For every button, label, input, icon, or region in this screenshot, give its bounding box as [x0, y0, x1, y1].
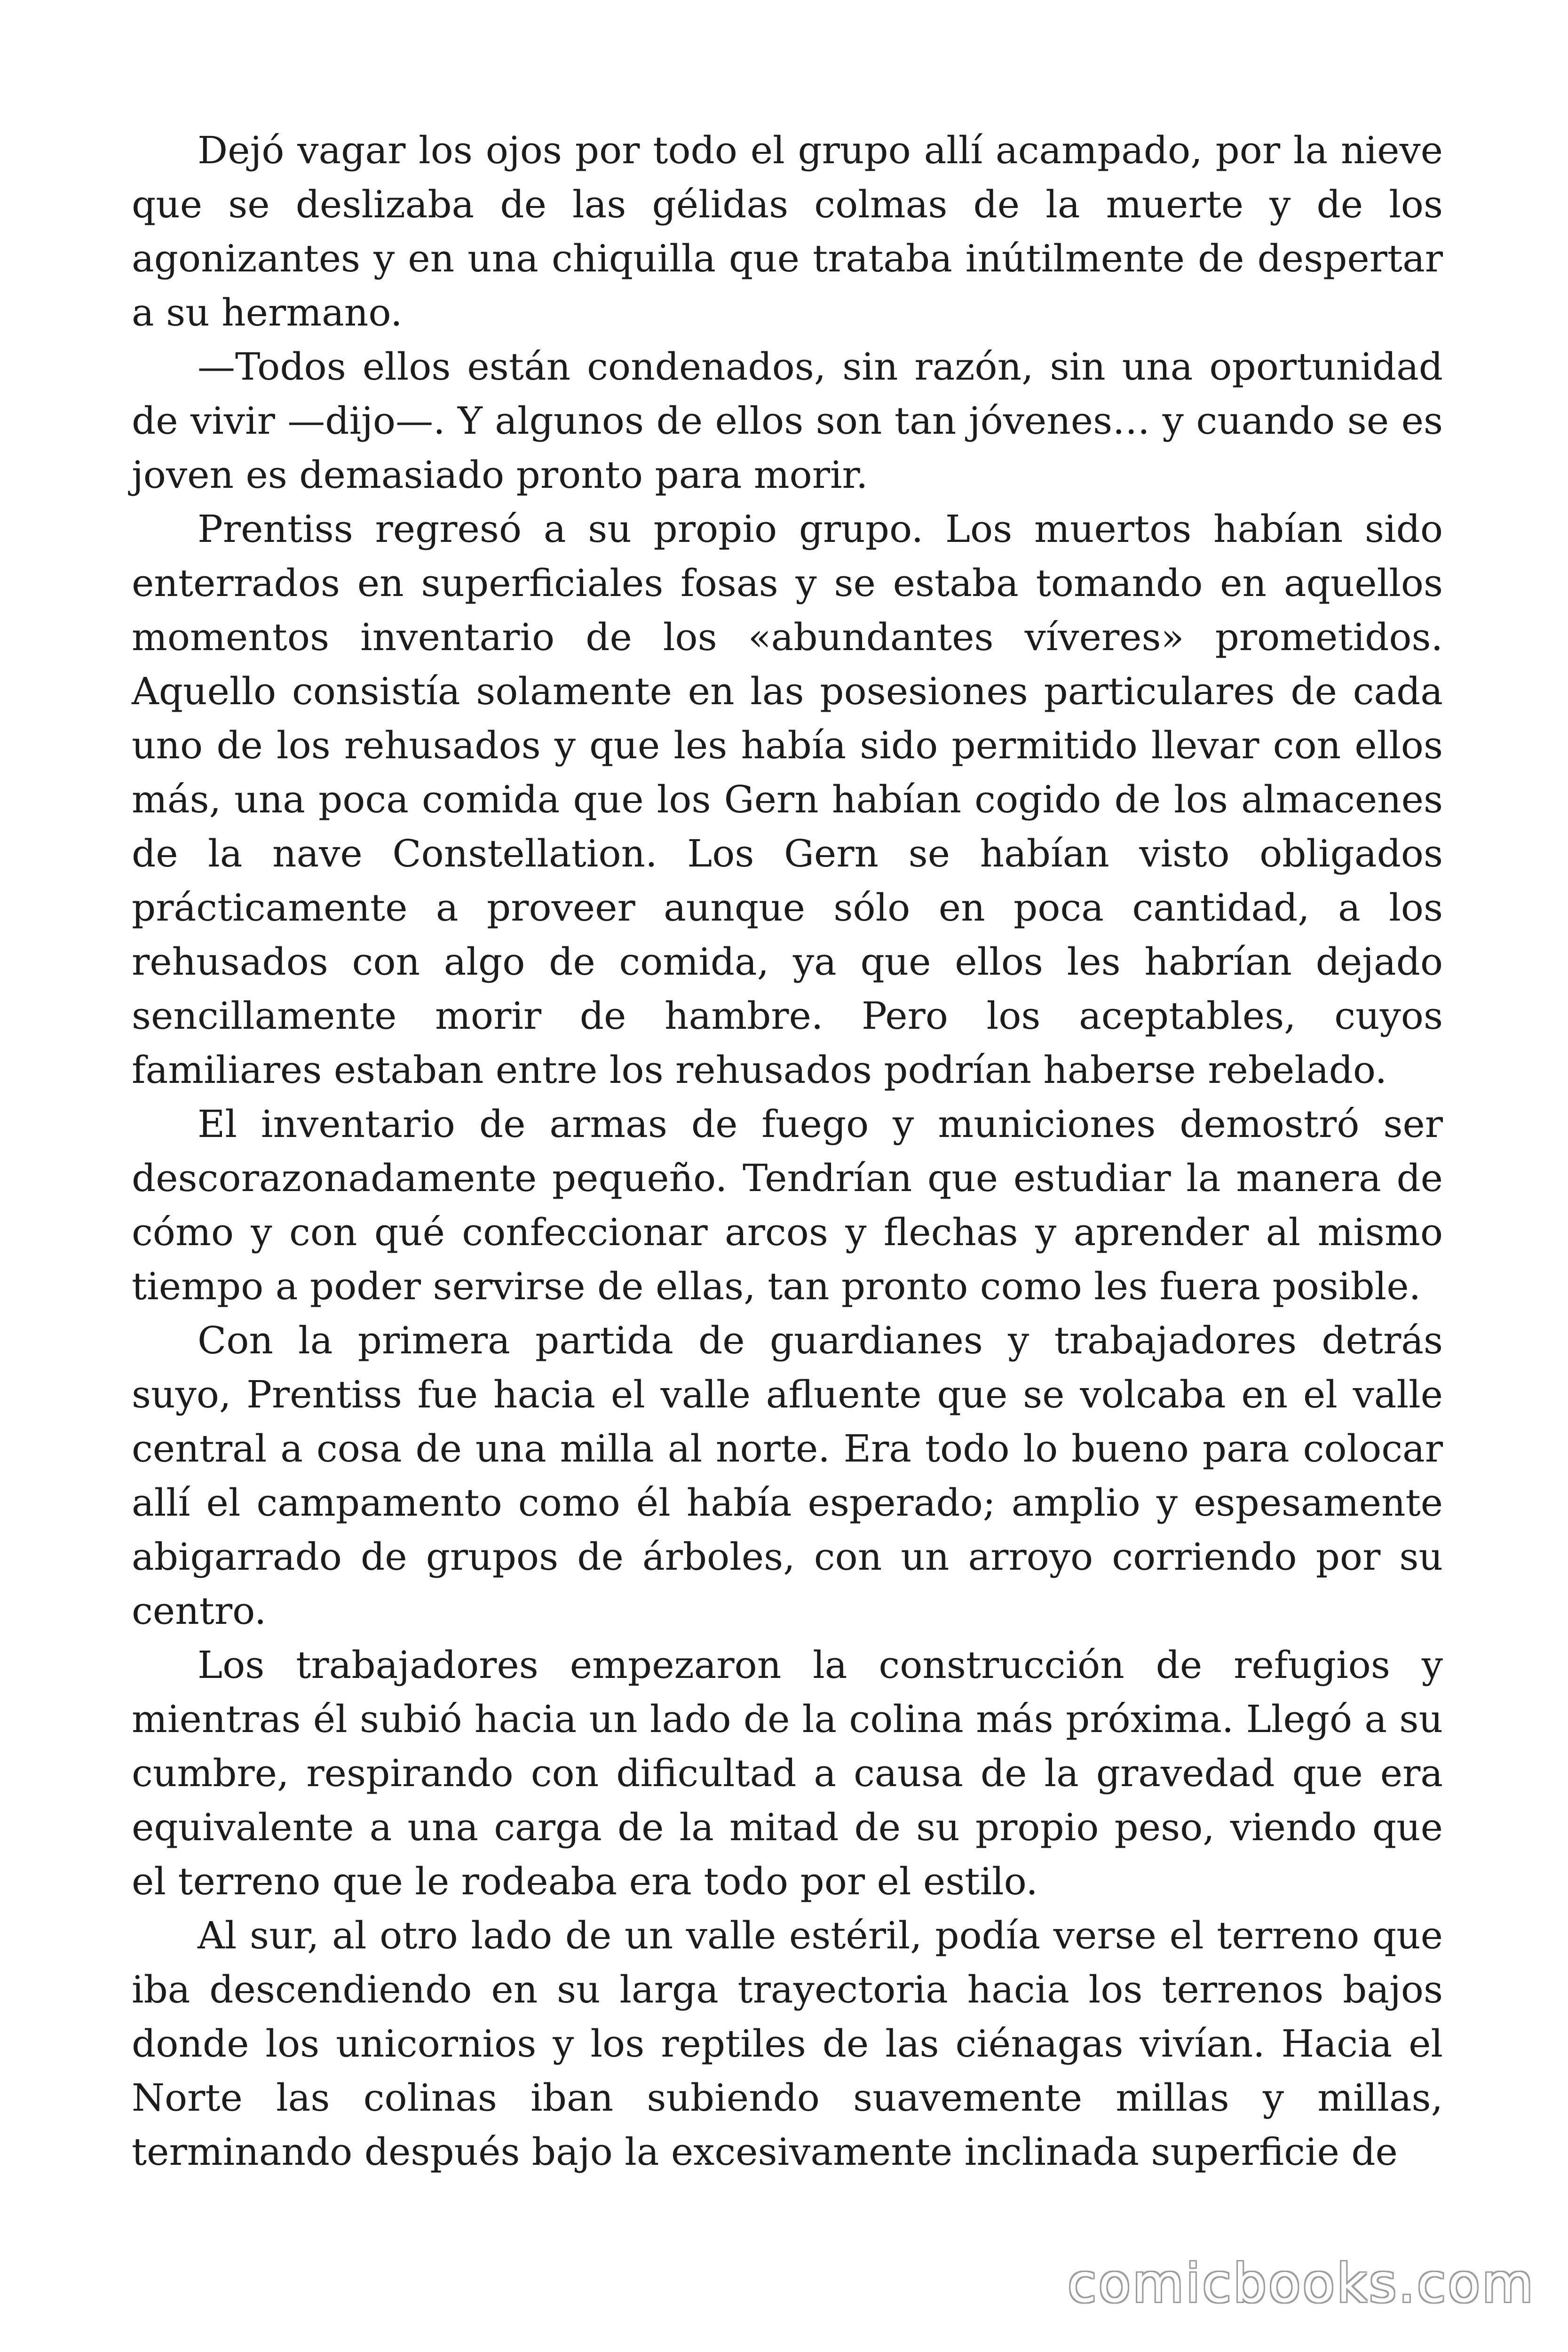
paragraph: —Todos ellos están condenados, sin razón, sin una oportunidad de vivir —dijo—. Y algunos de ellos son tan jóvenes… y cuando se es joven es demasiado pronto para morir.: [132, 345, 1443, 497]
paragraph: Los trabajadores empezaron la construcción de refugios y mientras él subió hacia un lado de la colina más próxima. Llegó a su cumbre, respirando con dificultad a causa de la gravedad que era equivalente a una carga de la mitad de su propio peso, viendo que el terreno que le rodeaba era todo por el estilo.: [132, 1643, 1443, 1903]
paragraph: Prentiss regresó a su propio grupo. Los muertos habían sido enterrados en superficiales fosas y se estaba tomando en aquellos momentos inventario de los «abundantes víveres» prometidos. Aquello consistía solamente en las posesiones particulares de cada uno de los rehusados y que les había sido permitido llevar con ellos más, una poca comida que los Gern habían cogido de los almacenes de la nave Constellation. Los Gern se habían visto obligados prácticamente a proveer aunque sólo en poca cantidad, a los rehusados con algo de comida, ya que ellos les habrían dejado sencillamente morir de hambre. Pero los aceptables, cuyos familiares estaban entre los rehusados podrían haberse rebelado.: [132, 507, 1443, 1092]
paragraph: El inventario de armas de fuego y municiones demostró ser descorazonadamente pequeño. Tendrían que estudiar la manera de cómo y con qué confeccionar arcos y flechas y aprender al mismo tiempo a poder servirse de ellas, tan pronto como les fuera posible.: [132, 1102, 1443, 1308]
paragraph: Al sur, al otro lado de un valle estéril, podía verse el terreno que iba descendiendo en su larga trayectoria hacia los terrenos bajos donde los unicornios y los reptiles de las ciénagas vivían. Hacia el Norte las colinas iban subiendo suavemente millas y millas, terminando después bajo la excesivamente inclinada superficie de: [132, 1914, 1443, 2174]
paragraph: Con la primera partida de guardianes y trabajadores detrás suyo, Prentiss fue hacia el valle afluente que se volcaba en el valle central a cosa de una milla al norte. Era todo lo bueno para colocar allí el campamento como él había esperado; amplio y espesamente abigarrado de grupos de árboles, con un arroyo corriendo por su centro.: [132, 1319, 1443, 1633]
body-text: [132, 123, 1443, 2179]
watermark: comicbooks.com: [1067, 2253, 1535, 2314]
paragraph: Dejó vagar los ojos por todo el grupo allí acampado, por la nieve que se deslizaba de las gélidas colmas de la muerte y de los agonizantes y en una chiquilla que trataba inútilmente de despertar a su hermano.: [132, 128, 1443, 334]
